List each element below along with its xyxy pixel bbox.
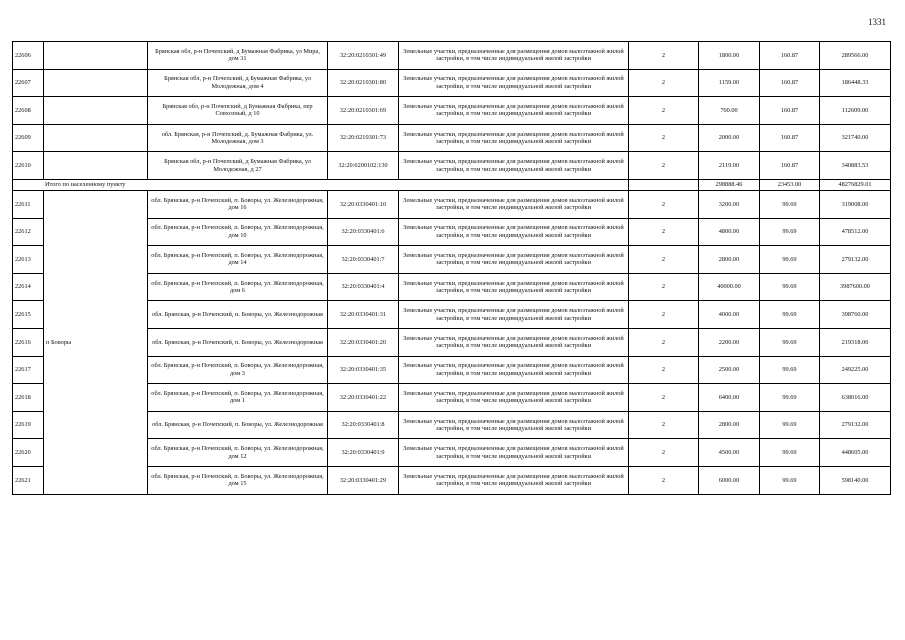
area-cell: 2500.00 (699, 356, 760, 384)
cadastral-number-cell: 32:20:0330401:10 (328, 190, 399, 218)
address-cell: обл. Брянская, р-н Почепский, п. Боворы, ул. Железнодорожная, дом 10 (148, 218, 328, 246)
cadastral-value-cell: 112609.00 (820, 97, 891, 125)
cadastral-number-cell: 32:20:0330401:22 (328, 384, 399, 412)
cadastral-value-cell: 319008.00 (820, 190, 891, 218)
address-cell: обл. Брянская, р-н Почепский, п. Боворы, ул. Железнодорожная (148, 328, 328, 356)
area-cell: 2000.00 (699, 124, 760, 152)
row-number: 22606 (13, 42, 44, 70)
land-use-cell: Земельные участки, предназначенные для размещения домов малоэтажной жилой застройки, в том числе индивидуальной жилой застройки (399, 69, 629, 97)
address-cell: Брянская обл, р-н Почепский, д Бумажная Фабрика, ул Молодежная, дом 4 (148, 69, 328, 97)
cadastral-number-cell: 32:20:0330401:4 (328, 273, 399, 301)
area-cell: 6400.00 (699, 384, 760, 412)
land-use-cell: Земельные участки, предназначенные для размещения домов малоэтажной жилой застройки, в том числе индивидуальной жилой застройки (399, 273, 629, 301)
cadastral-number-cell: 32:20:0330401:35 (328, 356, 399, 384)
rate-cell: 99.69 (760, 328, 820, 356)
rate-cell: 99.69 (760, 356, 820, 384)
area-cell: 40000.00 (699, 273, 760, 301)
group-cell: 2 (629, 466, 699, 494)
total-empty-cell (629, 179, 699, 190)
cadastral-value-cell: 398760.00 (820, 301, 891, 329)
cadastral-number-cell: 32:20:0330401:8 (328, 411, 399, 439)
group-cell: 2 (629, 273, 699, 301)
cadastral-value-cell: 249225.00 (820, 356, 891, 384)
area-cell: 700.00 (699, 97, 760, 125)
row-number: 22621 (13, 466, 44, 494)
address-cell: Брянская обл, р-н Почепский, д Бумажная Фабрика, ул Молодежная, д 27 (148, 152, 328, 180)
settlement-name: п Боворы (44, 190, 148, 494)
table-row (13, 42, 891, 70)
settlement-cell (44, 42, 148, 70)
row-number: 22615 (13, 301, 44, 329)
rate-cell: 160.87 (760, 42, 820, 70)
cadastral-value-cell: 279132.00 (820, 246, 891, 274)
land-use-cell: Земельные участки, предназначенные для размещения домов малоэтажной жилой застройки, в том числе индивидуальной жилой застройки (399, 124, 629, 152)
settlement-cell (44, 97, 148, 125)
table-row (13, 190, 891, 218)
land-use-cell: Земельные участки, предназначенные для размещения домов малоэтажной жилой застройки, в том числе индивидуальной жилой застройки (399, 384, 629, 412)
row-number: 22619 (13, 411, 44, 439)
address-cell: обл. Брянская, р-н Почепский, п. Боворы, ул. Железнодорожная, дом 15 (148, 466, 328, 494)
area-cell: 1159.00 (699, 69, 760, 97)
rate-cell: 160.87 (760, 152, 820, 180)
cadastral-number-cell: 32:20:0330401:31 (328, 301, 399, 329)
total-area: 298888.46 (699, 179, 760, 190)
land-registry-table (12, 41, 891, 495)
row-number: 22610 (13, 152, 44, 180)
land-use-cell: Земельные участки, предназначенные для размещения домов малоэтажной жилой застройки, в том числе индивидуальной жилой застройки (399, 301, 629, 329)
cadastral-number-cell: 32:20:0210301:80 (328, 69, 399, 97)
cadastral-value-cell: 279132.00 (820, 411, 891, 439)
cadastral-value-cell: 448605.00 (820, 439, 891, 467)
group-cell: 2 (629, 384, 699, 412)
rate-cell: 99.69 (760, 384, 820, 412)
rate-cell: 99.69 (760, 411, 820, 439)
area-cell: 2800.00 (699, 246, 760, 274)
table-row (13, 97, 891, 125)
table-row (13, 124, 891, 152)
land-use-cell: Земельные участки, предназначенные для размещения домов малоэтажной жилой застройки, в том числе индивидуальной жилой застройки (399, 466, 629, 494)
area-cell: 2800.00 (699, 411, 760, 439)
rows-after-total (13, 190, 891, 494)
group-cell: 2 (629, 152, 699, 180)
area-cell: 4800.00 (699, 218, 760, 246)
row-number: 22608 (13, 97, 44, 125)
row-number: 22616 (13, 328, 44, 356)
land-use-cell: Земельные участки, предназначенные для размещения домов малоэтажной жилой застройки, в том числе индивидуальной жилой застройки (399, 411, 629, 439)
total-row (13, 179, 891, 190)
group-cell: 2 (629, 246, 699, 274)
address-cell: обл. Брянская, р-н Почепский, п. Боворы, ул. Железнодорожная, дом 3 (148, 356, 328, 384)
rate-cell: 160.87 (760, 69, 820, 97)
rows-before-total (13, 42, 891, 180)
area-cell: 2119.00 (699, 152, 760, 180)
row-number: 22618 (13, 384, 44, 412)
cadastral-number-cell: 32:20:0330401:6 (328, 218, 399, 246)
settlement-cell (44, 124, 148, 152)
cadastral-number-cell: 32:20:0210301:69 (328, 97, 399, 125)
cadastral-value-cell: 321740.00 (820, 124, 891, 152)
address-cell: обл. Брянская, р-н Почепский, п. Боворы, ул. Железнодорожная, дом 1 (148, 384, 328, 412)
area-cell: 1800.00 (699, 42, 760, 70)
address-cell: Брянская обл, р-н Почепский, д Бумажная Фабрика, ул Мира, дом 31 (148, 42, 328, 70)
area-cell: 4500.00 (699, 439, 760, 467)
rate-cell: 99.69 (760, 439, 820, 467)
cadastral-value-cell: 3987600.00 (820, 273, 891, 301)
group-cell: 2 (629, 190, 699, 218)
land-use-cell: Земельные участки, предназначенные для размещения домов малоэтажной жилой застройки, в том числе индивидуальной жилой застройки (399, 328, 629, 356)
row-number: 22607 (13, 69, 44, 97)
land-use-cell: Земельные участки, предназначенные для размещения домов малоэтажной жилой застройки, в том числе индивидуальной жилой застройки (399, 246, 629, 274)
group-cell: 2 (629, 301, 699, 329)
settlement-cell (44, 152, 148, 180)
cadastral-number-cell: 32:20:0200102:130 (328, 152, 399, 180)
cadastral-value-cell: 478512.00 (820, 218, 891, 246)
row-number: 22612 (13, 218, 44, 246)
address-cell: обл. Брянская, р-н Почепский, п. Боворы, ул. Железнодорожная (148, 411, 328, 439)
cadastral-number-cell: 32:20:0330401:29 (328, 466, 399, 494)
row-number: 22614 (13, 273, 44, 301)
rate-cell: 99.69 (760, 246, 820, 274)
group-cell: 2 (629, 124, 699, 152)
address-cell: Брянская обл, р-н Почепский, д Бумажная Фабрика, пер Совхозный, д 10 (148, 97, 328, 125)
cadastral-value-cell: 289566.00 (820, 42, 891, 70)
land-use-cell: Земельные участки, предназначенные для размещения домов малоэтажной жилой застройки, в том числе индивидуальной жилой застройки (399, 42, 629, 70)
rate-cell: 160.87 (760, 97, 820, 125)
row-number: 22617 (13, 356, 44, 384)
cadastral-value-cell: 638016.00 (820, 384, 891, 412)
total-section (13, 179, 891, 190)
land-use-cell: Земельные участки, предназначенные для размещения домов малоэтажной жилой застройки, в том числе индивидуальной жилой застройки (399, 152, 629, 180)
cadastral-value-cell: 186448.33 (820, 69, 891, 97)
address-cell: обл. Брянская, р-н Почепский, п. Боворы, ул. Железнодорожная, дом 6 (148, 273, 328, 301)
total-label: Итого по населенному пункту (13, 179, 629, 190)
land-use-cell: Земельные участки, предназначенные для размещения домов малоэтажной жилой застройки, в том числе индивидуальной жилой застройки (399, 356, 629, 384)
page-number: 1331 (868, 17, 886, 27)
rate-cell: 99.69 (760, 466, 820, 494)
cadastral-number-cell: 32:20:0210301:49 (328, 42, 399, 70)
rate-cell: 99.69 (760, 301, 820, 329)
address-cell: обл. Брянская, р-н Почепский, д. Бумажная Фабрика, ул. Молодежная, дом 3 (148, 124, 328, 152)
rate-cell: 99.69 (760, 190, 820, 218)
table-row (13, 69, 891, 97)
group-cell: 2 (629, 42, 699, 70)
group-cell: 2 (629, 97, 699, 125)
rate-cell: 160.87 (760, 124, 820, 152)
total-value: 48276829.01 (820, 179, 891, 190)
table-row (13, 152, 891, 180)
land-use-cell: Земельные участки, предназначенные для размещения домов малоэтажной жилой застройки, в том числе индивидуальной жилой застройки (399, 218, 629, 246)
total-rate: 23453.00 (760, 179, 820, 190)
cadastral-value-cell: 598140.00 (820, 466, 891, 494)
area-cell: 6000.00 (699, 466, 760, 494)
cadastral-number-cell: 32:20:0210301:73 (328, 124, 399, 152)
area-cell: 3200.00 (699, 190, 760, 218)
address-cell: обл. Брянская, р-н Почепский, п. Боворы, ул. Железнодорожная, дом 12 (148, 439, 328, 467)
cadastral-value-cell: 219318.00 (820, 328, 891, 356)
address-cell: обл. Брянская, р-н Почепский, п. Боворы, ул. Железнодорожная, дом 14 (148, 246, 328, 274)
settlement-cell (44, 69, 148, 97)
row-number: 22611 (13, 190, 44, 218)
group-cell: 2 (629, 218, 699, 246)
row-number: 22613 (13, 246, 44, 274)
land-use-cell: Земельные участки, предназначенные для размещения домов малоэтажной жилой застройки, в том числе индивидуальной жилой застройки (399, 190, 629, 218)
land-use-cell: Земельные участки, предназначенные для размещения домов малоэтажной жилой застройки, в том числе индивидуальной жилой застройки (399, 439, 629, 467)
rate-cell: 99.69 (760, 218, 820, 246)
cadastral-number-cell: 32:20:0330401:9 (328, 439, 399, 467)
rate-cell: 99.69 (760, 273, 820, 301)
group-cell: 2 (629, 411, 699, 439)
address-cell: обл. Брянская, р-н Почепский, п. Боворы, ул. Железнодорожная, дом 16 (148, 190, 328, 218)
group-cell: 2 (629, 69, 699, 97)
group-cell: 2 (629, 328, 699, 356)
group-cell: 2 (629, 439, 699, 467)
cadastral-number-cell: 32:20:0330401:7 (328, 246, 399, 274)
area-cell: 4000.00 (699, 301, 760, 329)
row-number: 22609 (13, 124, 44, 152)
cadastral-value-cell: 340883.53 (820, 152, 891, 180)
cadastral-number-cell: 32:20:0330401:20 (328, 328, 399, 356)
address-cell: обл. Брянская, р-н Почепский, п. Боворы, ул. Железнодорожная (148, 301, 328, 329)
area-cell: 2200.00 (699, 328, 760, 356)
land-use-cell: Земельные участки, предназначенные для размещения домов малоэтажной жилой застройки, в том числе индивидуальной жилой застройки (399, 97, 629, 125)
row-number: 22620 (13, 439, 44, 467)
group-cell: 2 (629, 356, 699, 384)
